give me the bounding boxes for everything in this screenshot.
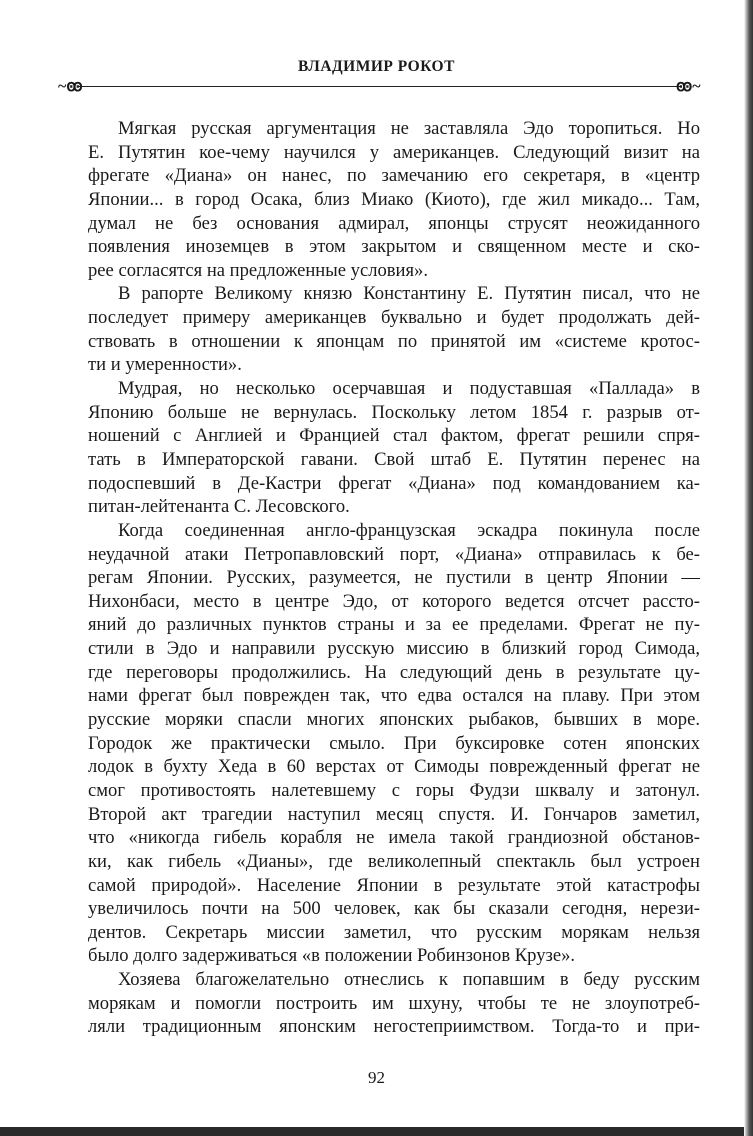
text-line: морякам и помогли построить им шхуну, чтобы те не злоупотреб- <box>88 992 700 1014</box>
text-line: лодок в бухту Хеда в 60 верстах от Симоды поврежденный фрегат не <box>88 756 700 778</box>
text-line: ношений с Англией и Францией стал фактом, фрегат решили спря- <box>88 425 700 447</box>
text-line: Когда соединенная англо-французская эскадра покинула после <box>118 519 700 541</box>
text-line: яний до различных пунктов страны и за ее пределами. Фрегат не пу- <box>88 614 700 636</box>
paragraph <box>88 377 700 519</box>
text-line: подоспевший в Де-Кастри фрегат «Диана» под командованием ка- <box>88 472 700 494</box>
ornament-left-icon: ~ꙭ <box>58 78 83 95</box>
text-line: русские моряки спасли многих японских рыбаков, бывших в море. <box>88 709 700 731</box>
text-line: что «никогда гибель корабля не имела такой грандиозной обстанов- <box>88 827 700 849</box>
running-header: ВЛАДИМИР РОКОТ <box>298 58 455 75</box>
text-line: тать в Императорской гавани. Свой штаб Е. Путятин перенес на <box>88 448 700 470</box>
text-line: Японии... в город Осака, близ Миако (Киото), где жил микадо... Там, <box>88 188 700 210</box>
text-line: ляли традиционным японским негостеприимством. Тогда-то и при- <box>88 1016 700 1038</box>
text-line: стили в Эдо и направили русскую миссию в близкий город Симода, <box>88 638 700 660</box>
text-line: дентов. Секретарь миссии заметил, что русским морякам нельзя <box>88 921 700 943</box>
text-line: неудачной атаки Петропавловский порт, «Диана» отправилась к бе- <box>88 543 700 565</box>
text-line: было долго задерживаться «в положении Робинзонов Крузе». <box>88 945 576 967</box>
scan-edge-bottom <box>0 1127 753 1136</box>
paragraph <box>88 282 700 377</box>
text-line: фрегате «Диана» он нанес, по замечанию его секретаря, в «центр <box>88 165 700 187</box>
text-line: ки, как гибель «Дианы», где великолепный спектакль был устроен <box>88 850 700 872</box>
text-line: Е. Путятин кое-чему научился у американцев. Следующий визит на <box>88 141 700 163</box>
paragraph <box>88 968 700 1039</box>
text-line: рее согласятся на предложенные условия». <box>88 259 429 281</box>
text-line: Мудрая, но несколько осерчавшая и подуставшая «Паллада» в <box>118 378 700 400</box>
text-line: последует примеру американцев буквально и будет продолжать дей- <box>88 307 700 329</box>
header-rule <box>78 86 680 87</box>
text-line: появления иноземцев в этом закрытом и священном месте и ско- <box>88 236 700 258</box>
text-line: В рапорте Великому князю Константину Е. Путятин писал, что не <box>118 283 700 305</box>
text-line: Мягкая русская аргументация не заставляла Эдо торопиться. Но <box>118 118 700 139</box>
text-line: самой природой». Население Японии в результате этой катастрофы <box>88 874 700 896</box>
text-line: Нихонбаси, место в центре Эдо, от которого ведется отсчет рассто- <box>88 590 700 612</box>
text-line: нами фрегат был поврежден так, что едва остался на плаву. При этом <box>88 685 700 707</box>
scan-edge-right <box>744 0 753 1136</box>
text-line: думал не без основания адмирал, японцы струсят неожиданного <box>88 212 700 234</box>
text-line: увеличилось почти на 500 человек, как бы сказали сегодня, нерези- <box>88 898 700 920</box>
paragraph <box>88 117 700 282</box>
text-line: Хозяева благожелательно отнеслись к попавшим в беду русским <box>118 969 700 991</box>
text-line: ствовать в отношении к японцам по принятой им «системе кротос- <box>88 330 700 352</box>
text-line: ти и умеренности». <box>88 354 242 376</box>
ornament-right-icon: ꙭ~ <box>676 78 701 95</box>
page-number: 92 <box>368 1068 385 1087</box>
paragraph <box>88 519 700 968</box>
body-text <box>88 117 700 1039</box>
text-line: Городок же практически смыло. При буксировке сотен японских <box>88 732 700 754</box>
text-line: Японию больше не вернулась. Поскольку летом 1854 г. разрыв от- <box>88 401 700 423</box>
text-line: Второй акт трагедии наступил месяц спустя. И. Гончаров заметил, <box>88 803 700 825</box>
text-line: регам Японии. Русских, разумеется, не пустили в центр Японии — <box>88 567 700 589</box>
text-line: питан-лейтенанта С. Лесовского. <box>88 496 350 518</box>
text-line: смог противостоять налетевшему с горы Фудзи шквалу и затонул. <box>88 779 700 801</box>
text-line: где переговоры продолжились. На следующий день в результате цу- <box>88 661 700 683</box>
